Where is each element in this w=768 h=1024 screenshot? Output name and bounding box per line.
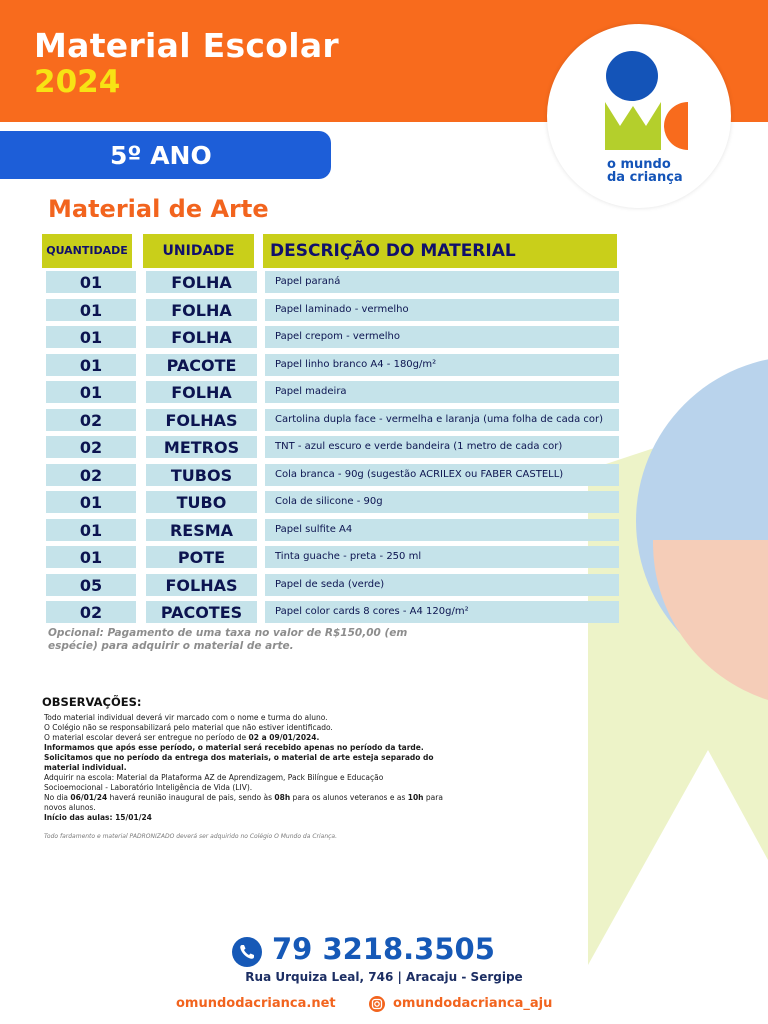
section-title: Material de Arte (48, 195, 269, 223)
logo-text-line2: da criança (607, 170, 683, 185)
material-table (0, 270, 768, 628)
cell-qty: 02 (46, 601, 136, 623)
table-row (0, 490, 768, 518)
cell-desc: Papel color cards 8 cores - A4 120g/m² (265, 601, 619, 623)
cell-qty: 01 (46, 491, 136, 513)
cell-unit: PACOTE (146, 354, 257, 376)
cell-qty: 02 (46, 409, 136, 431)
obs-line: Informamos que após esse período, o material será recebido apenas no período da tarde. (44, 743, 424, 752)
cell-unit: PACOTES (146, 601, 257, 623)
logo-circle-icon (606, 51, 658, 101)
observations-title: OBSERVAÇÕES: (42, 695, 142, 709)
address: Rua Urquiza Leal, 746 | Aracaju - Sergipe (245, 970, 523, 984)
grade-banner (0, 131, 331, 179)
instagram-icon (369, 996, 385, 1012)
cell-desc: Cola branca - 90g (sugestão ACRILEX ou FABER CASTELL) (265, 464, 619, 486)
obs-line: Todo material individual deverá vir marcado com o nome e turma do aluno. (44, 713, 328, 722)
cell-qty: 01 (46, 546, 136, 568)
logo-crown-icon (605, 102, 661, 150)
obs-line: Adquirir na escola: Material da Plataforma AZ de Aprendizagem, Pack Bilíngue e Educação Socioemocional - Laboratório Inteligência de Vida (LIV). (44, 773, 384, 792)
table-row (0, 380, 768, 408)
cell-unit: FOLHA (146, 381, 257, 403)
cell-qty: 05 (46, 574, 136, 596)
cell-unit: TUBOS (146, 464, 257, 486)
cell-qty: 01 (46, 326, 136, 348)
website-link[interactable]: omundodacrianca.net (176, 996, 336, 1011)
cell-unit: TUBO (146, 491, 257, 513)
cell-unit: FOLHAS (146, 409, 257, 431)
page-title: Material Escolar (34, 26, 339, 65)
cell-desc: Papel paraná (265, 271, 619, 293)
logo-halfcircle-icon (664, 102, 688, 150)
cell-desc: Cartolina dupla face - vermelha e laranja (uma folha de cada cor) (265, 409, 619, 431)
table-row (0, 325, 768, 353)
cell-desc: Papel madeira (265, 381, 619, 403)
table-row (0, 573, 768, 601)
cell-qty: 01 (46, 519, 136, 541)
cell-unit: FOLHA (146, 326, 257, 348)
optional-note: Opcional: Pagamento de uma taxa no valor de R$150,00 (em espécie) para adquirir o material de arte. (48, 627, 408, 652)
observations-body (44, 713, 444, 823)
cell-unit: METROS (146, 436, 257, 458)
header-descricao: DESCRIÇÃO DO MATERIAL (263, 234, 617, 268)
page-year: 2024 (34, 64, 121, 100)
cell-unit: FOLHA (146, 271, 257, 293)
instagram-handle[interactable]: omundodacrianca_aju (393, 996, 553, 1011)
table-row (0, 408, 768, 436)
header-unidade: UNIDADE (143, 234, 254, 268)
obs-line: O Colégio não se responsabilizará pelo material que não estiver identificado. (44, 723, 333, 732)
table-row (0, 435, 768, 463)
cell-desc: Papel sulfite A4 (265, 519, 619, 541)
table-row (0, 600, 768, 628)
cell-unit: FOLHA (146, 299, 257, 321)
cell-desc: Tinta guache - preta - 250 ml (265, 546, 619, 568)
cell-desc: Papel crepom - vermelho (265, 326, 619, 348)
table-row (0, 353, 768, 381)
phone-number: 79 3218.3505 (272, 932, 495, 966)
table-row (0, 545, 768, 573)
cell-desc: Papel de seda (verde) (265, 574, 619, 596)
cell-unit: RESMA (146, 519, 257, 541)
table-row (0, 270, 768, 298)
logo-text-line1: o mundo (607, 157, 671, 172)
obs-line: O material escolar deverá ser entregue no período de 02 a 09/01/2024. (44, 733, 320, 742)
cell-desc: TNT - azul escuro e verde bandeira (1 metro de cada cor) (265, 436, 619, 458)
cell-unit: FOLHAS (146, 574, 257, 596)
grade-label: 5º ANO (110, 141, 212, 170)
cell-desc: Cola de silicone - 90g (265, 491, 619, 513)
cell-qty: 02 (46, 464, 136, 486)
obs-line: No dia 06/01/24 haverá reunião inaugural de pais, sendo às 08h para os alunos veteranos e as 10h para novos alunos. (44, 793, 443, 812)
cell-qty: 01 (46, 354, 136, 376)
cell-qty: 01 (46, 381, 136, 403)
cell-desc: Papel linho branco A4 - 180g/m² (265, 354, 619, 376)
phone-icon (232, 937, 262, 967)
cell-unit: POTE (146, 546, 257, 568)
cell-qty: 02 (46, 436, 136, 458)
table-row (0, 518, 768, 546)
obs-line: Início das aulas: 15/01/24 (44, 813, 152, 822)
table-row (0, 463, 768, 491)
cell-qty: 01 (46, 299, 136, 321)
table-row (0, 298, 768, 326)
obs-line: Solicitamos que no período da entrega dos materiais, o material de arte esteja separado do material individual. (44, 753, 434, 772)
uniform-footnote: Todo fardamento e material PADRONIZADO deverá ser adquirido no Colégio O Mundo da Criança. (44, 833, 337, 840)
cell-desc: Papel laminado - vermelho (265, 299, 619, 321)
header-quantidade: QUANTIDADE (42, 234, 132, 268)
cell-qty: 01 (46, 271, 136, 293)
school-logo (547, 24, 731, 208)
